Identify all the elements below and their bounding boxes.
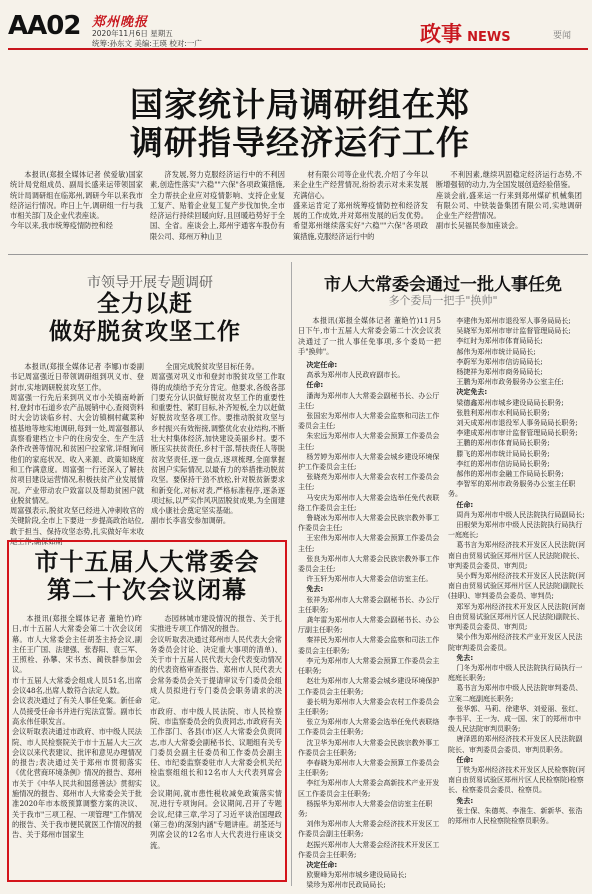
lead-headline <box>60 86 540 162</box>
appointment-item: 潘海为郑州市人大常委会副秘书长、办公厅主任; <box>298 391 440 410</box>
appointment-item: 姜长明为郑州市人大常委会农村工作委员会主任职务; <box>298 697 440 716</box>
meeting-headline-line1: 市十五届人大常委会 <box>34 547 260 576</box>
appointment-item: 张立为郑州市人大常委会选举任免代表联络工作委员会主任职务; <box>298 718 440 737</box>
appointment-heading: 任命: <box>456 500 474 509</box>
appointment-heading: 任命: <box>456 755 474 764</box>
logo: 郑州晚报 <box>92 15 149 30</box>
appointment-item: 吴小辉为郑州经济技术开发区人民法院(河南自由贸易试验区郑州片区人民法院)副院长(挂职)、审判委员会委员、审判员; <box>448 572 586 601</box>
appointment-item: 张华郭、马莉、徐建华、刘爱丽、张红、李书平、王一为、成一国、宋丁的郑州市中级人民法院审判员职务; <box>448 704 583 734</box>
appointment-item: 李建成郑州市审计监督管理局局长职务; <box>456 429 578 438</box>
appointment-item: 欧聚峰为郑州市城乡建设局局长; <box>306 871 407 880</box>
appointment-heading: 免去: <box>306 585 324 594</box>
meeting-col-2: 态园林城市建设情况的报告、关于扎实推进专项工作情况的报告。 会议听取表决通过郑州市人民代表大会常务委员会讨论、决定重大事项的清单)、关于市十五届人民代表大会代表变动情况的代表资格审查报告、郑州市人民代表大会常务委员会关于提请审议专门委员会组成人员拟进行专门委员会职务请求的决定。 市政府、市中级人民法院、市人民检察院、市监察委员会的负责同志,市政府有关工作部门、各县(市)区人大常委会负责同志,市人大常委会副秘书长、议题组有关专门委员会副主任委员和工作委员会副主任、市纪委监察委驻市人大常委会机关纪检监察组组长和12名市人大代表列席会议。 会议期间,就市患性税收减免政策落实情况,进行专项询问。会议期间,召开了专题会议,纪律三章,学习了习近平谈治国理政(第三卷)的深刻内涵"专题讲座。胡荃还与列席会议的12名市人大代表进行座谈交流。 <box>150 614 282 850</box>
appointment-item: 秦祥民为郑州市人大常委会监察和司法工作委员会主任职务; <box>298 636 440 655</box>
appointment-item: 李红时为郑州市体育局局长; <box>456 337 543 346</box>
appointment-heading: 任命: <box>306 381 324 390</box>
poverty-kicker: 市领导开展专题调研 <box>87 275 213 291</box>
appointment-item: 张胜利郑州市水利局局长职务; <box>456 408 550 417</box>
poverty-headline-line1: 全力以赶 <box>97 290 193 317</box>
lead-col-3: 材有限公司等企业代表,介绍了今年以来企业生产经营情况,纷纷表示对未来发展充满信心。 盛来运肯定了郑州统筹疫情防控和经济发展的工作成效,并对郑州发展的后发优势。希望郑州继续落实好"六稳""六保"各项政策措施,克服经济运行中的 <box>293 170 428 241</box>
appointment-item: 李春晓为郑州市人大常委会预算工作委员会主任职务; <box>298 758 440 778</box>
meeting-col-1: 本报讯(郑报全媒体记者 董艳竹)昨日,市十五届人大常委会第二十次会议闭幕。市人大常委会主任胡荃主持会议,副主任王广国、法建强、张春阳、袁三军、王照栓、孙攀、宋书杰、蔺铁群参加会议。 市十五届人大常委会组成人员51名,出席会议48名,出席人数符合法定人数。 会议表决通过了有关人事任免案。新任命人员接受任命书并进行宪法宣誓。副市长高永伟任职发言。 会议听取表决通过市政府、市中级人民法院、市人民检察院关于市十五届人大三次会议以来代表建议、批评和意见办理情况的报告;表决通过关于郑州市贯彻落实《优化营商环境条例》情况的报告、郑州市关于《中华人民共和国慈善法》贯彻实施情况的报告、郑州市人大常委会关于批准2020年市本级预算调整方案的决议、关于我市"三项工程、一项管理"工作情况的报告、关于我市便民就医工作情况的报告、关于郑州市国家生 <box>12 614 142 840</box>
appointment-item: 李红为郑州市人大常委会高新技术产业开发区工作委员会主任职务; <box>298 779 440 798</box>
lead-col-4: 不利因素,继续巩固稳定经济运行态势,不断增强韧的动力,为全国发展创造经验借鉴。 座谈会前,盛来运一行来到郑州煤矿机械集团有限公司、中铁装备集团有限公司,实地调研企业生产经营情况。 副市长吴福民参加座谈会。 <box>436 170 582 231</box>
appointment-item: 唐泽恩的郑州经济技术开发区人民法院副院长、审判委员会委员、审判员职务。 <box>448 735 583 754</box>
issue-date: 2020年11月6日 星期五 <box>92 29 173 38</box>
meeting-headline <box>12 548 282 604</box>
appointment-item: 郝伟的郑州市金融工作局局长职务; <box>456 470 564 479</box>
poverty-col-2: 全面完成脱贫攻坚目标任务。 周富强对巩义市和登封市脱贫攻坚工作取得的成绩给予充分肯定。他要求,各级各部门要充分认识做好脱贫攻坚工作的重要性和重要性、紧盯目标,补齐短板,全力以赶做好脱贫攻坚各项工作。要推动脱贫攻坚与乡村振兴有效衔接,调整优化农业结构,不断壮大村集体经济,加快建设美丽乡村。要不断压实扶贫责任,乡村干部,帮扶责任人等脱贫攻坚责任,逐一盘点,逐项梳理,全面掌握贫困户实际情况,以最有力的举措推动脱贫攻坚。要保持干劲不放松,针对脱贫新要求和新变化,对标对表,严格标准程序,逐条逐项过标,以严实作风巩固脱贫成果,为全面建成小康社会奠定坚实基础。 副市长李喜安参加调研。 <box>151 362 285 526</box>
appointment-item: 滕飞的郑州市统计局局长职务; <box>456 449 550 458</box>
appointment-item: 朱宏远为郑州市人大常委会预算工作委员会主任; <box>298 432 440 451</box>
appointment-item: 龚年雷为郑州市人大常委会副秘书长、办公厅副主任职务; <box>298 616 440 635</box>
masthead <box>0 0 592 50</box>
appointment-item: 李元为郑州市人大常委会预算工作委员会主任职务; <box>298 656 440 676</box>
appointment-item: 鲁晓冰为郑州市人大常委会民族宗教外事工作委员会主任; <box>298 514 440 533</box>
poverty-col-1: 本报讯(郑报全媒体记者 李娜)市委副书记周富强近日带领调研组到巩义市、登封市,实地调研脱贫攻坚工作。 周富强一行先后来到巩义市小关镇南岭新村,登封市石道乡农产品展销中心,查阅资料时大会访谈临乡村、大会访镇桐村藏菜种植基地等地实地调研,每到一处,周富强都认真察看建档立卡户的住房安全、生产生活条件改善等情况,和贫困户拉家常,详细询问他们的家庭状况、收入来源、政策知晓度和工作满意度。周富强一行还深入了解扶贫项目建设运营情况,积极扶贫产业发展情况。产业带动农户致富以及帮助贫困户就业脱贫情况。 周富强表示,脱贫攻坚已经进入冲刺收官的关键阶段,全市上下要进一步提高政治站位,敢于担当、保持攻坚态势,扎实做好年末收尾工作,确保如期 <box>10 362 144 547</box>
meeting-headline-line2: 第二十次会议闭幕 <box>47 575 247 604</box>
column-divider <box>291 262 292 886</box>
appointment-item: 李智军的郑州市政务服务办公室主任职务。 <box>448 480 576 499</box>
appointment-item: 丁铁为郑州经济技术开发区人民检察院(河南自由贸易试验区郑州片区人民检察院)检察长、检察委员会委员、检察员。 <box>448 765 586 795</box>
appointment-item: 张良为郑州市人大常委会民族宗教外事工作委员会主任; <box>298 554 440 574</box>
appointment-item: 张国宏为郑州市人大常委会监察和司法工作委员会主任; <box>298 412 440 431</box>
section-title <box>420 18 511 44</box>
appointment-item: 葛书言为郑州经济技术开发区人民法院(河南自由贸易试验区郑州片区人民法院)院长、审判委员会委员、审判员; <box>448 541 586 570</box>
appointment-item: 梁德鑫郑州市城乡建设局局长职务; <box>456 398 564 407</box>
appointment-heading: 免去: <box>456 653 474 662</box>
appointment-item: 吴晓军为郑州市审计监督管理局局长; <box>456 327 571 336</box>
appointment-item: 许玉轩为郑州市人大常委会信访室主任。 <box>306 575 433 584</box>
appointment-item: 王宏伟为郑州市人大常委会预算工作委员会主任; <box>298 534 440 553</box>
appointment-item: 李建伟为郑州市退役军人事务局局长; <box>456 317 571 325</box>
appointment-item: 田根荣为郑州市中级人民法院执行局执行一庭庭长; <box>448 521 583 540</box>
personnel-headline: 市人大常委会通过一批人事任免 <box>324 275 562 295</box>
appointment-heading: 决定任命: <box>306 860 338 869</box>
appointment-item: 李蔚军为郑州市信访局局长; <box>456 357 543 366</box>
appointment-item: 梁小伟为郑州经济技术产业开发区人民法院审判委员会委员。 <box>448 633 583 652</box>
personnel-col-1 <box>298 360 441 890</box>
personnel-subtitle: 多个委局一把手"换帅" <box>388 294 498 307</box>
appointment-item: 张士保、朱德英、李淮生、新新华、张浩的郑州市人民检察院检察员职务。 <box>448 806 583 825</box>
appointment-item: 马安庆为郑州市人大常委会选举任免代表联络工作委员会主任; <box>298 493 440 512</box>
poverty-headline-line2: 做好脱贫攻坚工作 <box>49 318 241 345</box>
appointment-item: 杨捷祥为郑州市商务局局长; <box>456 368 543 377</box>
appointment-item: 王鹏为郑州市政务服务办公室主任; <box>456 378 564 387</box>
appointment-item: 郑军为郑州经济技术开发区人民法院(河南自由贸易试验区郑州片区人民法院)副院长、审判委员会委员、审判员; <box>448 602 586 632</box>
appointment-item: 梁珍为郑州市民政局局长; <box>306 881 386 890</box>
appointment-item: 张晓亮为郑州市人大常委会农村工作委员会主任; <box>298 473 440 492</box>
appointment-heading: 决定任命: <box>306 361 338 369</box>
appointment-item: 杨芳婷为郑州市人大常委会城乡建设环境保护工作委员会主任; <box>298 452 440 472</box>
appointment-item: 李红的郑州市信访局局长职务; <box>456 459 550 468</box>
section-name-en: NEWS <box>467 30 511 45</box>
appointment-item: 刘伟为郑州市人大常委会经济技术开发区工作委员会副主任职务; <box>298 820 440 839</box>
lead-headline-line2: 调研指导经济运行工作 <box>130 123 470 162</box>
section-divider <box>8 254 588 255</box>
appointment-item: 赵振兴郑州市人大常委会经济技术开发区工作委员会主任职务; <box>298 840 440 859</box>
appointment-item: 高承为郑州市人民政府副市长。 <box>306 371 405 380</box>
poverty-headline <box>10 290 280 346</box>
lead-col-2: 济发展,努力克服经济运行中的不利因素,创造性落实"六稳""六保"各项政策措施,全力帮扶企业应对疫情影响、支持企业复工复产、贴着企业复工复产步伐加快,全市经济运行持续回暖向好,且回暖趋势好于全国、全省。座谈会上,郑州宇通客车股份有限公司、郑州万种山卫 <box>150 170 285 241</box>
appointment-item: 周肖为郑州市中级人民法院执行局副局长; <box>456 510 585 519</box>
appointment-item: 刘天成郑州市退役军人事务局局长职务; <box>456 419 578 428</box>
personnel-lead: 本报讯(郑报全媒体记者 董艳竹)11月5日下午,市十五届人大常委会第二十次会议表决通过了一批人事任免事项,多个委局一把手"换帅"。 <box>298 316 441 356</box>
lead-col-1: 本报讯(郑报全媒体记者 侯爱敏)国家统计局党组成员、副局长盛来运带领国家统计局调研组在临郑州,调研今年以来我市经济运行情况。昨日上午,调研组一行与我市相关部门及企业代表座谈。 今年以来,我市统筹疫情防控和经 <box>10 170 143 231</box>
editors-credit: 统筹:孙东文 美编:王瑛 校对:一广 <box>92 39 202 48</box>
appointment-item: 门冬为郑州市中级人民法院执行局执行一庭庭长职务; <box>448 663 583 683</box>
appointment-item: 杨振华为郑州市人大常委会信访室主任职务; <box>298 799 433 818</box>
appointment-heading: 免去: <box>456 796 474 805</box>
appointment-item: 葛书言为郑州市中级人民法院审判委员、立案二庭副庭长职务; <box>448 684 583 703</box>
lead-headline-line1: 国家统计局调研组在郑 <box>130 85 470 124</box>
appointment-item: 赵壮为郑州市人大常委会城乡建设环境保护工作委员会主任职务; <box>298 677 440 696</box>
appointment-item: 王鹏的郑州市体育局局长职务; <box>456 439 550 448</box>
appointment-item: 张祥为郑州市人大常委会副秘书长、办公厅主任职务; <box>298 595 440 614</box>
appointment-item: 沈卫华为郑州市人大常委会民族宗教外事工作委员会主任职务; <box>298 738 440 757</box>
personnel-col-2 <box>448 316 586 882</box>
appointment-item: 郝伟为郑州市统计局局长; <box>456 347 536 356</box>
appointment-heading: 决定免去: <box>456 388 488 397</box>
section-sub: 要闻 <box>553 31 572 41</box>
header-rule <box>8 48 588 50</box>
page-code: AA02 <box>8 11 81 41</box>
section-name: 政事 <box>420 22 462 46</box>
